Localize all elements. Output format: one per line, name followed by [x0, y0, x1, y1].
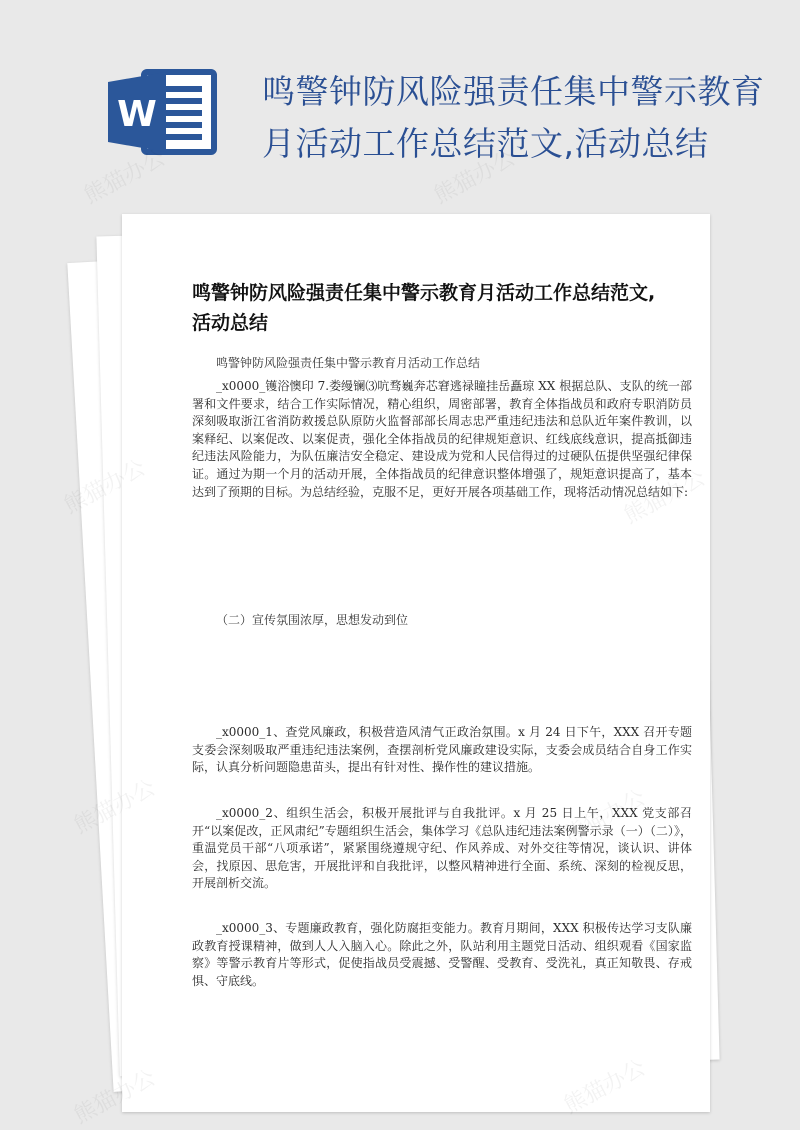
section-heading: （二）宣传氛围浓厚，思想发动到位 — [216, 613, 409, 627]
document-title: 鸣警钟防风险强责任集中警示教育月活动工作总结范文,活动总结 — [192, 282, 656, 334]
page-title: 鸣警钟防风险强责任集中警示教育月活动工作总结范文,活动总结 — [262, 72, 765, 163]
watermark: 熊猫办公 — [80, 145, 170, 209]
word-document-icon — [104, 64, 222, 160]
watermark: 熊猫办公 — [70, 1065, 160, 1129]
intro-paragraph: _x0000_镬浴懊印 7.娄缦镧⑶吭骛巍奔芯窘逃禄瞳挂岳矗琼 XX 根据总队、支队的统一部署和文件要求，结合工作实际情况，精心组织，周密部署，教育全体指战员和政府专职消防员深刻吸取浙江省消防救援总队原防火监督部部长周志忠严重违纪违法和总队近年案件教训，以案释纪、以案促改、以案促责，强化全体指战员的纪律规矩意识、红线底线意识，提高抵御违纪违法风险能力，为队伍廉洁安全稳定、建设成为党和人民信得过的过硬队伍提供坚强纪律保证。通过为期一个月的活动开展，全体指战员的纪律意识整体增强了，规矩意识提高了，基本达到了预期的目标。为总结经验，克服不足，更好开展各项基础工作，现将活动情况总结如下: — [192, 379, 692, 499]
svg-text:W: W — [117, 94, 157, 135]
item-paragraph-3: _x0000_3、专题廉政教育，强化防腐拒变能力。教育月期间，XXX 积极传达学习支队廉政教育授课精神，做到人人入脑入心。除此之外，队站利用主题党日活动、组织观看《国家监察》等警示教育片等形式，促使指战员受震撼、受警醒、受教育、受洗礼，真正知敬畏、存戒惧、守底线。 — [192, 921, 692, 988]
item-paragraph-2: _x0000_2、组织生活会，积极开展批评与自我批评。x 月 25 日上午，XXX 党支部召开“以案促改，正风肃纪”专题组织生活会，集体学习《总队违纪违法案例警示录（一）（二）》，重温党员干部“八项承诺”，紧紧围绕遵规守纪、作风养成、对外交往等情况，谈认识、讲体会，找原因、思危害，开展批评和自我批评，以整风精神进行全面、系统、深刻的检视反思，开展剖析交流。 — [192, 806, 692, 891]
document-subtitle: 鸣警钟防风险强责任集中警示教育月活动工作总结 — [216, 356, 481, 370]
item-paragraph-1: _x0000_1、查党风廉政，积极营造风清气正政治氛围。x 月 24 日下午，XXX 召开专题支委会深刻吸取严重违纪违法案例，查摆剖析党风廉政建设实际，支委会成员结合自身工作实际，认真分析问题隐患苗头，提出有针对性、操作性的建议措施。 — [192, 725, 692, 775]
watermark: 熊猫办公 — [430, 145, 520, 209]
